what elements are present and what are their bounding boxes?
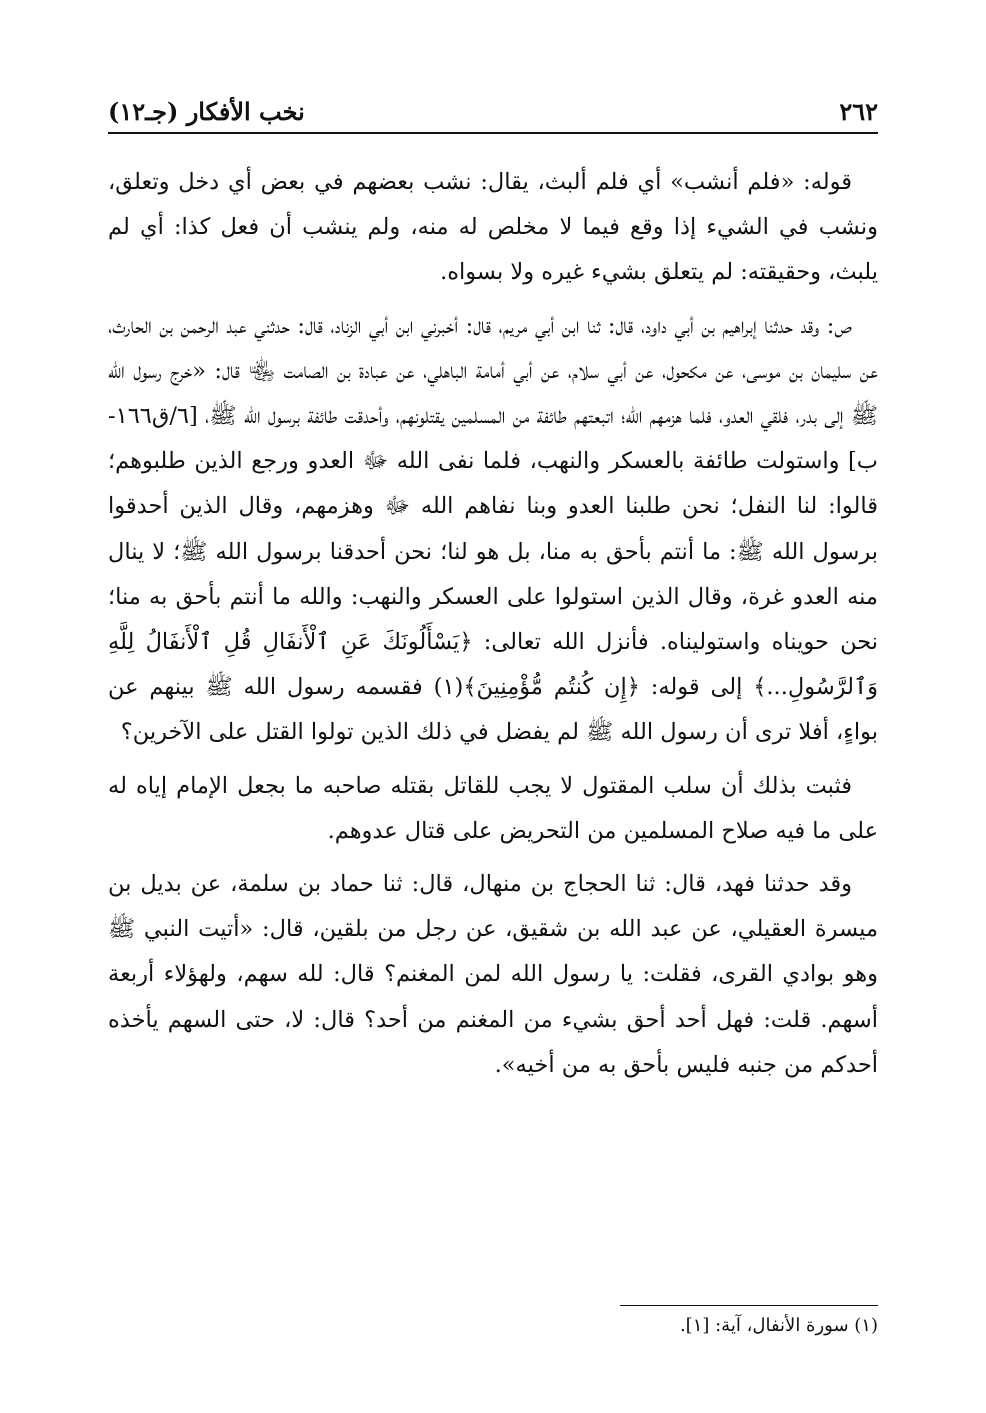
paragraph-hadith-ubada: ص: وقد حدثنا إبراهيم بن أبي داود، قال: ثنا ابن أبي مريم، قال: أخبرني ابن أبي الزناد، قال: حدثني عبد الرحمن بن الحارث، عن سليمان بن موسى، عن مكحول، عن أبي سلام، عن أبي أمامة الباهلي، عن عبادة بن الصامت ﵄ قال: «خرج رسول الله ﷺ إلى بدر، فلقي العدو، فلما هزمهم الله؛ اتبعتهم طائفة من المسلمين يقتلونهم، وأحدقت طائفة برسول الله ﷺ، [٦/ق١٦٦-ب] واستولت طائفة بالعسكر والنهب، فلما نفى الله ﷻ العدو ورجع الذين طلبوهم؛ قالوا: لنا النفل؛ نحن طلبنا العدو وبنا نفاهم الله ﷻ وهزمهم، وقال الذين أحدقوا برسول الله ﷺ: ما أنتم بأحق به منا، بل هو لنا؛ نحن أحدقنا برسول الله ﷺ؛ لا ينال منه العدو غرة، وقال الذين استولوا على العسكر والنهب: والله ما أنتم بأحق به منا؛ نحن حويناه واستوليناه. فأنزل الله تعالى: ﴿يَسْأَلُونَكَ عَنِ ٱلْأَنفَالِ قُلِ ٱلْأَنفَالُ لِلَّهِ وَٱلرَّسُولِ...﴾ إلى قوله: ﴿إِن كُنتُم مُّؤْمِنِينَ﴾(١) فقسمه رسول الله ﷺ بينهم عن بواءٍ، أفلا ترى أن رسول الله ﷺ لم يفضل في ذلك الذين تولوا القتل على الآخرين؟ xyxy=(108,312,878,746)
paragraph-commentary: قوله: «فلم أنشب» أي فلم ألبث، يقال: نشب بعضهم في بعض أي دخل وتعلق، ونشب في الشيء إذا وقع فيما لا مخلص له منه، ولم ينشب أن فعل كذا: أي لم يلبث، وحقيقته: لم يتعلق بشيء غيره ولا بسواه. xyxy=(108,169,878,286)
paragraph-ruling: فثبت بذلك أن سلب المقتول لا يجب للقاتل بقتله صاحبه ما بجعل الإمام إياه له على ما فيه صلاح المسلمين من التحريض على قتال عدوهم. xyxy=(108,772,878,844)
body-text xyxy=(108,160,878,1096)
page-header xyxy=(108,90,878,134)
running-title: نخب الأفكار (جـ١٢) xyxy=(108,97,305,126)
footnote-divider xyxy=(620,1305,878,1306)
footnote: (١) سورة الأنفال، آية: [١]. xyxy=(679,1315,878,1336)
page-number: ٢٦٢ xyxy=(839,97,878,126)
paragraph-hadith-fahd: وقد حدثنا فهد، قال: ثنا الحجاج بن منهال، قال: ثنا حماد بن سلمة، عن بديل بن ميسرة العقيلي، عن عبد الله بن شقيق، عن رجل من بلقين، قال: «أتيت النبي ﷺ وهو بوادي القرى، فقلت: يا رسول الله لمن المغنم؟ قال: لله سهم، ولهؤلاء أربعة أسهم. قلت: فهل أحد أحق بشيء من المغنم من أحد؟ قال: لا، حتى السهم يأخذه أحدكم من جنبه فليس بأحق به من أخيه». xyxy=(108,871,878,1078)
